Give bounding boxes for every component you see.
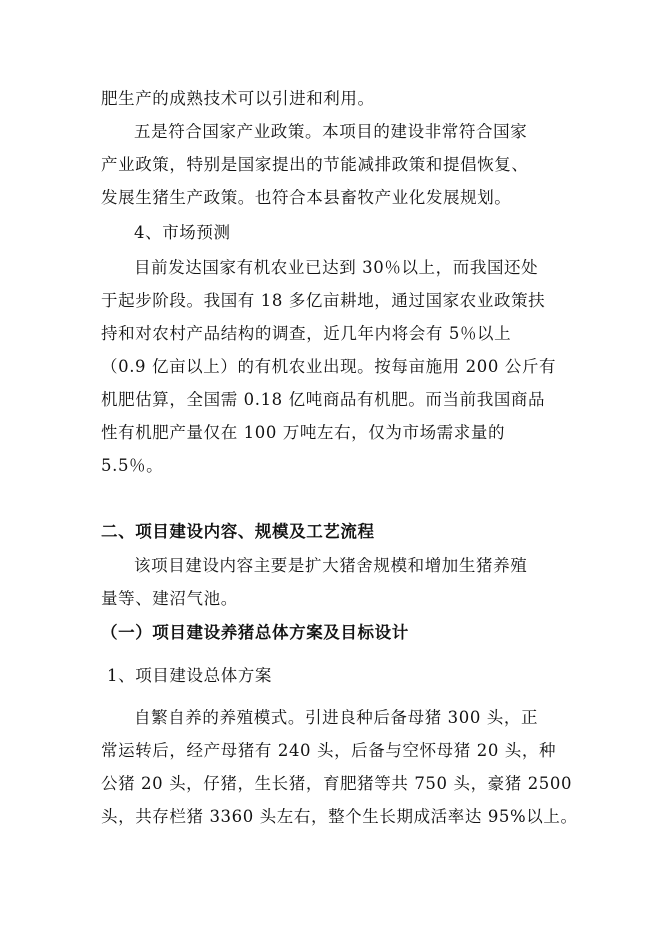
paragraph-line: 持和对农村产品结构的调查，近几年内将会有 5％以上 <box>101 324 512 343</box>
paragraph-line: 公猪 20 头，仔猪，生长猪，育肥猪等共 750 头，豪猪 2500 <box>101 774 573 793</box>
subsection-heading: 4、市场预测 <box>134 223 231 242</box>
section-heading: 二、项目建设内容、规模及工艺流程 <box>101 522 375 541</box>
paragraph-line: 目前发达国家有机农业已达到 30％以上，而我国还处 <box>134 258 539 277</box>
paragraph-line: 5.5％。 <box>101 456 164 475</box>
paragraph-line: 五是符合国家产业政策。本项目的建设非常符合国家 <box>134 122 528 141</box>
paragraph-line: 头，共存栏猪 3360 头左右，整个生长期成活率达 95%以上。 <box>101 807 578 826</box>
paragraph-line: 于起步阶段。我国有 18 多亿亩耕地，通过国家农业政策扶 <box>101 291 546 310</box>
paragraph-line: 肥生产的成熟技术可以引进和利用。 <box>101 89 375 108</box>
paragraph-line: 机肥估算，全国需 0.18 亿吨商品有机肥。而当前我国商品 <box>101 390 546 409</box>
paragraph-line: 发展生猪生产政策。也符合本县畜牧产业化发展规划。 <box>101 188 512 207</box>
paragraph-line: 量等、建沼气池。 <box>101 589 238 608</box>
paragraph-line: 该项目建设内容主要是扩大猪舍规模和增加生猪养殖 <box>134 556 528 575</box>
subsection-heading: 1、项目建设总体方案 <box>107 666 272 685</box>
paragraph-line: （0.9 亿亩以上）的有机农业出现。按每亩施用 200 公斤有 <box>101 357 557 376</box>
paragraph-line: 产业政策，特别是国家提出的节能减排政策和提倡恢复、 <box>101 155 529 174</box>
subsection-heading: （一）项目建设养猪总体方案及目标设计 <box>101 623 409 642</box>
paragraph-line: 自繁自养的养殖模式。引进良种后备母猪 300 头，正 <box>134 708 539 727</box>
paragraph-line: 常运转后，经产母猪有 240 头，后备与空怀母猪 20 头，种 <box>101 741 557 760</box>
paragraph-line: 性有机肥产量仅在 100 万吨左右，仅为市场需求量的 <box>101 423 506 442</box>
